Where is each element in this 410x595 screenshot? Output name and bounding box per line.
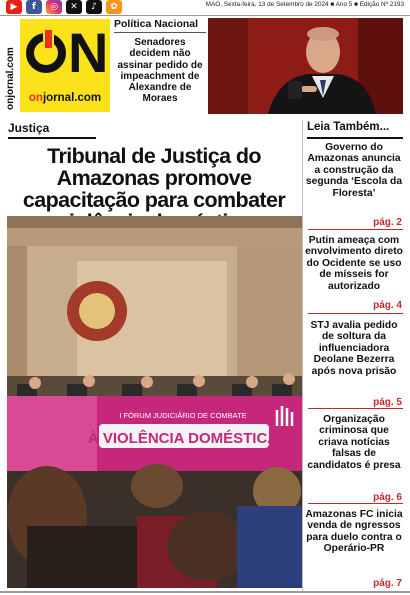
power-icon <box>43 28 54 50</box>
kwai-icon[interactable]: ✿ <box>106 0 122 14</box>
main-photo[interactable] <box>7 216 302 588</box>
instagram-icon[interactable]: ◎ <box>46 0 62 14</box>
divider <box>308 313 403 314</box>
story-teaser[interactable]: Governo do Amazonas anuncia a construção da segunda ‘Escola da Floresta’ <box>305 142 403 199</box>
main-headline[interactable]: Tribunal de Justiça do Amazonas promove capacitação para combater <box>22 144 286 212</box>
divider <box>308 408 403 409</box>
section-justica: Justiça <box>8 121 50 135</box>
tiktok-icon[interactable]: ♪ <box>86 0 102 14</box>
site-vertical-label: onjornal.com <box>5 47 16 110</box>
story-teaser[interactable]: Organização criminosa que criava notícias falsas de candidatos é presa <box>307 414 401 471</box>
page-ref: pág. 6 <box>373 492 402 503</box>
page-ref: pág. 2 <box>373 217 402 228</box>
divider <box>307 137 403 139</box>
story-teaser[interactable]: STJ avalia pedido de soltura da influenciadora Deolane Bezerra após nova prisão <box>310 320 398 377</box>
divider <box>308 503 403 504</box>
banner-big-text: À VIOLÊNCIA DOMÉSTICA <box>87 430 279 447</box>
facebook-icon[interactable]: f <box>26 0 42 14</box>
page-ref: pág. 5 <box>373 397 402 408</box>
page-ref: pág. 4 <box>373 300 402 311</box>
x-icon[interactable]: ✕ <box>66 0 82 14</box>
story-teaser[interactable]: Putin ameaça com envolvimento direto do Ocidente se uso de mísseis for autorizado <box>305 235 403 292</box>
politica-teaser[interactable]: Senadores decidem não assinar pedido de impeachment de Alexandre de Moraes <box>117 37 203 105</box>
story-teaser[interactable]: Amazonas FC inicia venda de ngressos para duelo contra o Operário-PR <box>305 509 403 555</box>
logo-n-letter: N <box>68 21 107 84</box>
section-politica: Política Nacional <box>114 18 199 30</box>
page-ref: pág. 7 <box>373 578 402 589</box>
logo-wordmark: onjornal.com <box>28 92 102 104</box>
dateline: MAO, Sexta-feira, 13 de Setembro de 2024 ■ Ano 5 ■ Edição Nº 2193 <box>205 1 404 8</box>
social-bar <box>6 0 122 16</box>
politica-photo[interactable] <box>208 18 403 114</box>
logo[interactable] <box>20 19 110 112</box>
section-leia-tambem: Leia Também... <box>307 121 390 133</box>
column-divider <box>302 120 303 592</box>
divider <box>308 229 403 230</box>
divider <box>0 591 410 593</box>
banner-small-text: I FÓRUM JUDICIÁRIO DE COMBATE <box>119 411 247 420</box>
youtube-icon[interactable]: ▶ <box>6 0 22 14</box>
divider <box>8 137 96 139</box>
divider <box>0 15 410 16</box>
divider <box>114 32 206 33</box>
